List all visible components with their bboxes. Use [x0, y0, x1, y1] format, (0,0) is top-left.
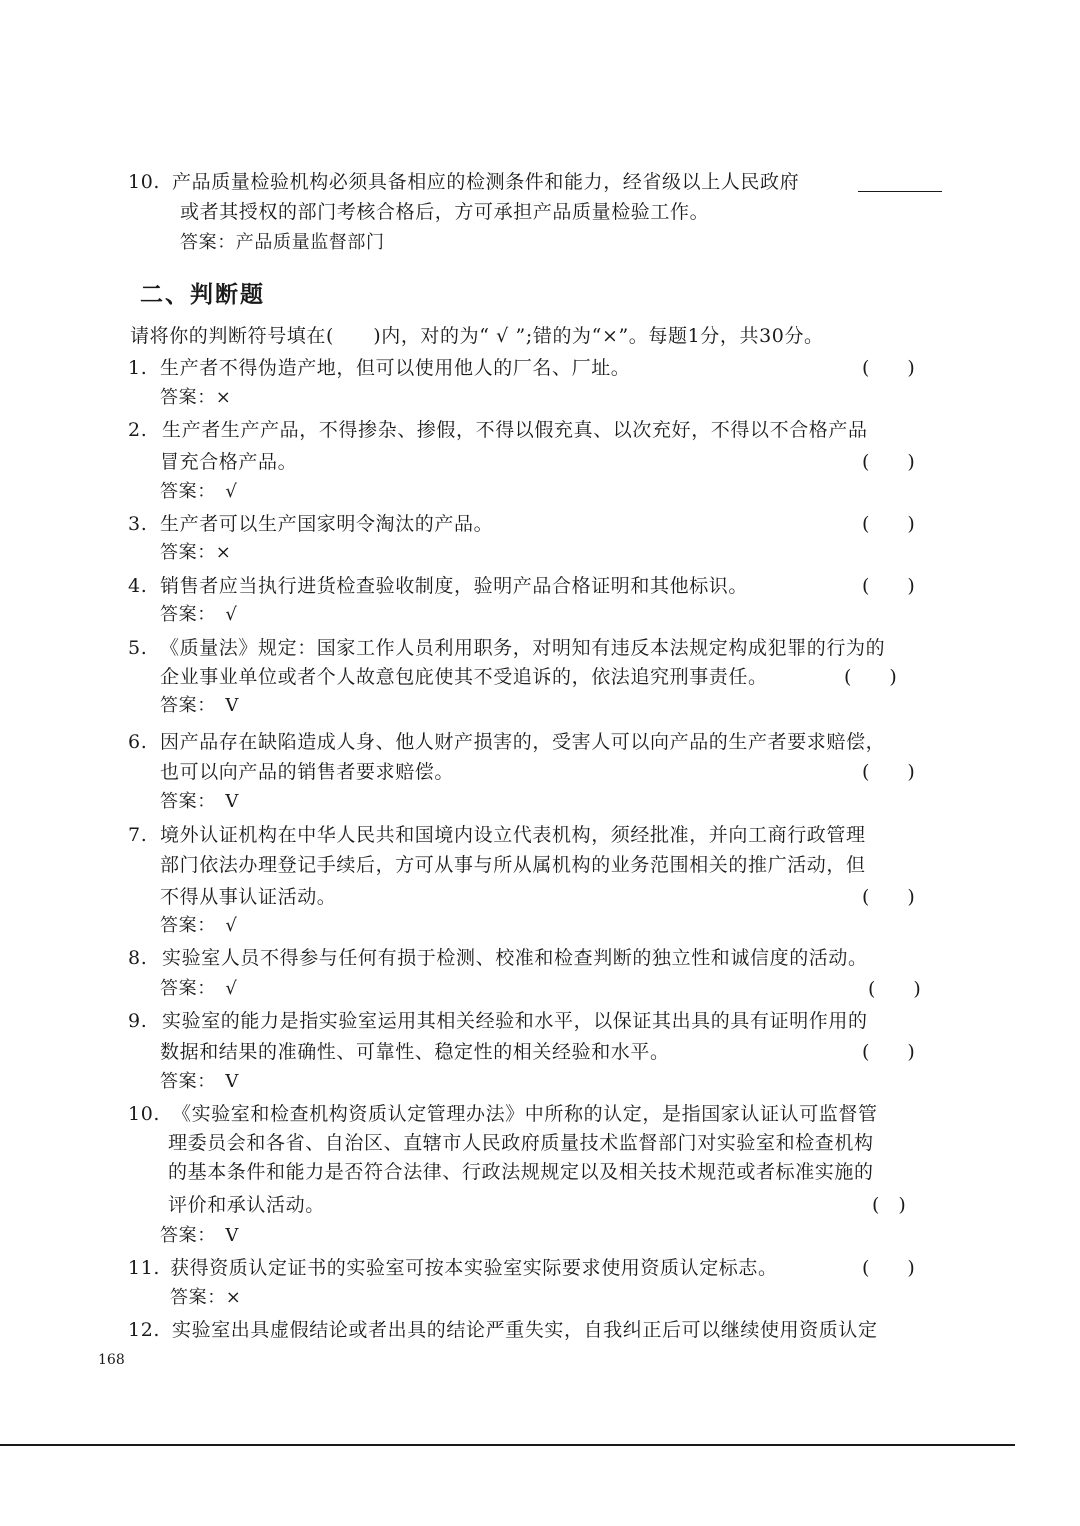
question-text: 评价和承认活动。 [168, 1194, 325, 1216]
answer: 答案： V [160, 695, 239, 716]
question-number: 11. [128, 1257, 161, 1279]
question-number: 12. [128, 1319, 161, 1341]
question-number: 4. [128, 575, 148, 597]
answer: 答案：× [160, 387, 232, 408]
question-number: 7. [128, 824, 148, 846]
answer-parentheses: ( ) [862, 451, 915, 473]
fill-blank-q10-line2: 或者其授权的部门考核合格后，方可承担产品质量检验工作。 [180, 201, 710, 223]
fill-blank-q10-line1: 产品质量检验机构必须具备相应的检测条件和能力，经省级以上人民政府 [172, 171, 800, 193]
answer-parentheses: ( ) [868, 978, 921, 1000]
question-number: 10. [128, 1103, 161, 1125]
question-number: 8. [128, 947, 148, 969]
answer-parentheses: ( ) [862, 761, 915, 783]
question-number: 6. [128, 731, 148, 753]
question-text: 《质量法》规定：国家工作人员利用职务，对明知有违反本法规定构成犯罪的行为的 [160, 637, 886, 659]
question-text: 数据和结果的准确性、可靠性、稳定性的相关经验和水平。 [160, 1041, 670, 1063]
answer-parentheses: ( ) [862, 1257, 915, 1279]
question-number: 5. [128, 637, 148, 659]
question-text: 销售者应当执行进货检查验收制度，验明产品合格证明和其他标识。 [160, 575, 749, 597]
answer: 答案：× [160, 542, 232, 563]
question-text: 生产者生产产品，不得掺杂、掺假，不得以假充真、以次充好，不得以不合格产品 [162, 419, 868, 441]
question-text: 不得从事认证活动。 [160, 886, 337, 908]
question-number: 2. [128, 419, 148, 441]
answer: 答案： √ [160, 481, 238, 502]
question-text: 实验室出具虚假结论或者出具的结论严重失实，自我纠正后可以继续使用资质认定 [172, 1319, 878, 1341]
fill-blank-q10-answer: 答案：产品质量监督部门 [180, 232, 385, 253]
question-text: 获得资质认定证书的实验室可按本实验室实际要求使用资质认定标志。 [170, 1257, 778, 1279]
footer-divider [0, 1444, 1015, 1446]
answer-parentheses: ( ) [862, 357, 915, 379]
question-number: 1. [128, 357, 148, 379]
question-text: 也可以向产品的销售者要求赔偿。 [160, 761, 455, 783]
question-text: 生产者不得伪造产地，但可以使用他人的厂名、厂址。 [160, 357, 631, 379]
answer-blank-line [858, 191, 942, 192]
question-text: 企业事业单位或者个人故意包庇使其不受追诉的，依法追究刑事责任。 [160, 666, 768, 688]
answer-parentheses: ( ) [862, 513, 915, 535]
question-number: 9. [128, 1010, 148, 1032]
answer: 答案： √ [160, 604, 238, 625]
question-number: 3. [128, 513, 148, 535]
instructions: 请将你的判断符号填在( )内，对的为“ √ ”;错的为“×”。每题1分，共30分。 [130, 325, 824, 347]
question-text: 实验室的能力是指实验室运用其相关经验和水平，以保证其出具的具有证明作用的 [162, 1010, 868, 1032]
answer: 答案： √ [160, 978, 238, 999]
answer: 答案： V [160, 1225, 239, 1246]
question-text: 《实验室和检查机构资质认定管理办法》中所称的认定，是指国家认证认可监督管 [172, 1103, 878, 1125]
answer: 答案：× [170, 1287, 242, 1308]
answer-parentheses: ( ) [872, 1194, 906, 1216]
section-title: 二、判断题 [140, 282, 265, 308]
question-text: 理委员会和各省、自治区、直辖市人民政府质量技术监督部门对实验室和检查机构 [168, 1132, 874, 1154]
question-text: 部门依法办理登记手续后，方可从事与所从属机构的业务范围相关的推广活动，但 [160, 854, 866, 876]
answer: 答案： V [160, 1071, 239, 1092]
answer-parentheses: ( ) [862, 886, 915, 908]
question-text: 实验室人员不得参与任何有损于检测、校准和检查判断的独立性和诚信度的活动。 [162, 947, 868, 969]
question-text: 冒充合格产品。 [160, 451, 298, 473]
fill-blank-q10-number: 10. [128, 171, 161, 193]
page-number: 168 [98, 1352, 125, 1368]
answer: 答案： √ [160, 915, 238, 936]
answer-parentheses: ( ) [862, 1041, 915, 1063]
question-text: 境外认证机构在中华人民共和国境内设立代表机构，须经批准，并向工商行政管理 [160, 824, 866, 846]
answer: 答案： V [160, 791, 239, 812]
question-text: 因产品存在缺陷造成人身、他人财产损害的，受害人可以向产品的生产者要求赔偿， [160, 731, 886, 753]
question-text: 的基本条件和能力是否符合法律、行政法规规定以及相关技术规范或者标准实施的 [168, 1161, 874, 1183]
question-text: 生产者可以生产国家明令淘汰的产品。 [160, 513, 494, 535]
answer-parentheses: ( ) [862, 575, 915, 597]
answer-parentheses: ( ) [844, 666, 897, 688]
